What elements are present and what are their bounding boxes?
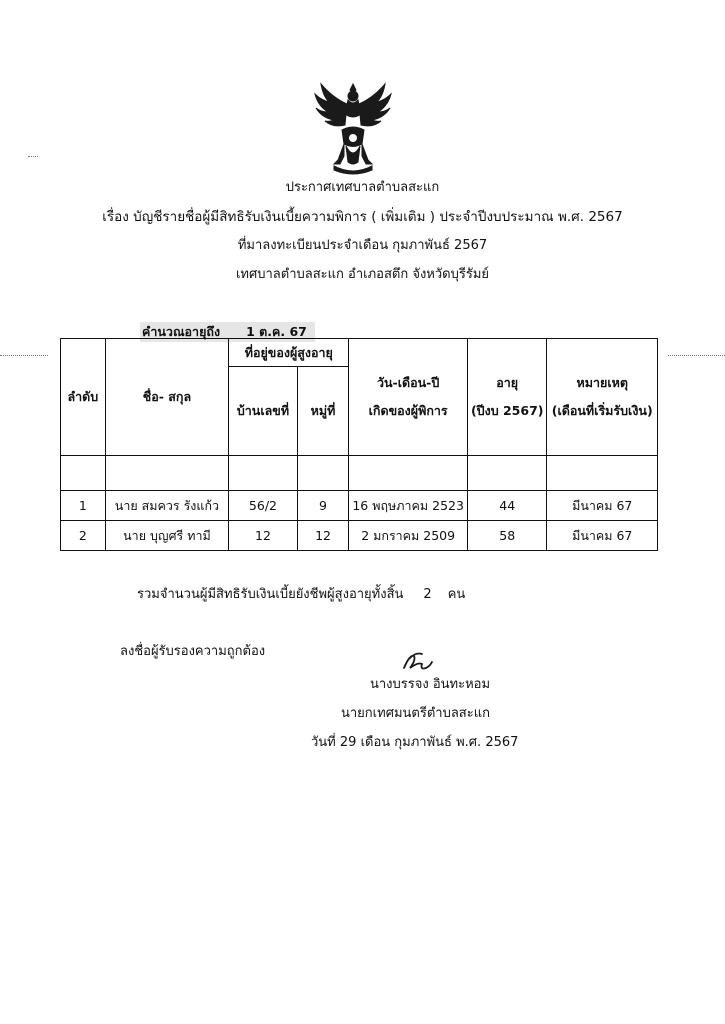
cell-age: 44 bbox=[467, 491, 547, 521]
total-unit: คน bbox=[447, 587, 466, 602]
cell-order: 2 bbox=[61, 521, 106, 551]
beneficiary-table bbox=[60, 338, 658, 551]
table-row bbox=[61, 491, 658, 521]
cell-remark: มีนาคม 67 bbox=[547, 521, 658, 551]
cell-house-no: 56/2 bbox=[229, 491, 297, 521]
announcement-subject: เรื่อง บัญชีรายชื่อผู้มีสิทธิรับเงินเบี้ยความพิการ ( เพิ่มเติม ) ประจำปีงบประมาณ พ.ศ. 2567 bbox=[102, 209, 623, 225]
cell-house-no: 12 bbox=[229, 521, 297, 551]
col-header-age bbox=[467, 339, 547, 456]
cell-name: นาย สมควร รังแก้ว bbox=[105, 491, 229, 521]
cell-village: 12 bbox=[297, 521, 349, 551]
cell-order: 1 bbox=[61, 491, 106, 521]
col-header-remark bbox=[547, 339, 658, 456]
scan-artifact-topleft bbox=[28, 156, 38, 157]
age-calc-label: คำนวณอายุถึง bbox=[142, 324, 221, 339]
cell-remark: มีนาคม 67 bbox=[547, 491, 658, 521]
col-header-age-line1: อายุ bbox=[496, 375, 519, 390]
signer-name: นางบรรจง อินทะหอม bbox=[370, 677, 491, 692]
total-count: 2 bbox=[423, 587, 432, 602]
total-label: รวมจำนวนผู้มีสิทธิรับเงินเบี้ยยังชีพผู้สูงอายุทั้งสิ้น bbox=[137, 587, 404, 602]
total-summary bbox=[137, 583, 465, 604]
signer-title: นายกเทศมนตรีตำบลสะแก bbox=[341, 706, 490, 721]
col-header-village: หมู่ที่ bbox=[297, 367, 349, 456]
col-header-house-no: บ้านเลขที่ bbox=[229, 367, 297, 456]
registration-month: ที่มาลงทะเบียนประจำเดือน กุมภาพันธ์ 2567 bbox=[237, 238, 488, 253]
age-calc-date: 1 ต.ค. 67 bbox=[246, 324, 307, 339]
table-row bbox=[61, 521, 658, 551]
col-header-birth-line1: วัน-เดือน-ปี bbox=[376, 375, 440, 390]
garuda-emblem-icon bbox=[312, 80, 394, 176]
col-header-birth bbox=[349, 339, 468, 456]
announcement-title: ประกาศเทศบาลตำบลสะแก bbox=[285, 180, 440, 195]
col-header-order: ลำดับ bbox=[61, 339, 106, 456]
col-header-remark-line1: หมายเหตุ bbox=[576, 375, 628, 390]
scan-artifact-left bbox=[0, 355, 48, 356]
sign-date: วันที่ 29 เดือน กุมภาพันธ์ พ.ศ. 2567 bbox=[311, 735, 519, 750]
col-header-age-line2: (ปีงบ 2567) bbox=[470, 403, 544, 418]
handwritten-signature bbox=[400, 648, 434, 676]
certify-label: ลงชื่อผู้รับรองความถูกต้อง bbox=[120, 644, 266, 659]
cell-name: นาย บุญศรี ทามี bbox=[105, 521, 229, 551]
cell-village: 9 bbox=[297, 491, 349, 521]
cell-age: 58 bbox=[467, 521, 547, 551]
col-header-birth-line2: เกิดของผู้พิการ bbox=[368, 403, 448, 418]
col-header-name: ชื่อ- สกุล bbox=[105, 339, 229, 456]
table-spacer-row bbox=[61, 456, 658, 491]
col-header-address: ที่อยู่ของผู้สูงอายุ bbox=[229, 339, 349, 367]
scan-artifact-right bbox=[668, 355, 725, 356]
cell-birth: 2 มกราคม 2509 bbox=[349, 521, 468, 551]
municipality-location: เทศบาลตำบลสะแก อำเภอสตึก จังหวัดบุรีรัมย์ bbox=[235, 267, 490, 282]
col-header-remark-line2: (เดือนที่เริ่มรับเงิน) bbox=[551, 403, 653, 418]
cell-birth: 16 พฤษภาคม 2523 bbox=[349, 491, 468, 521]
